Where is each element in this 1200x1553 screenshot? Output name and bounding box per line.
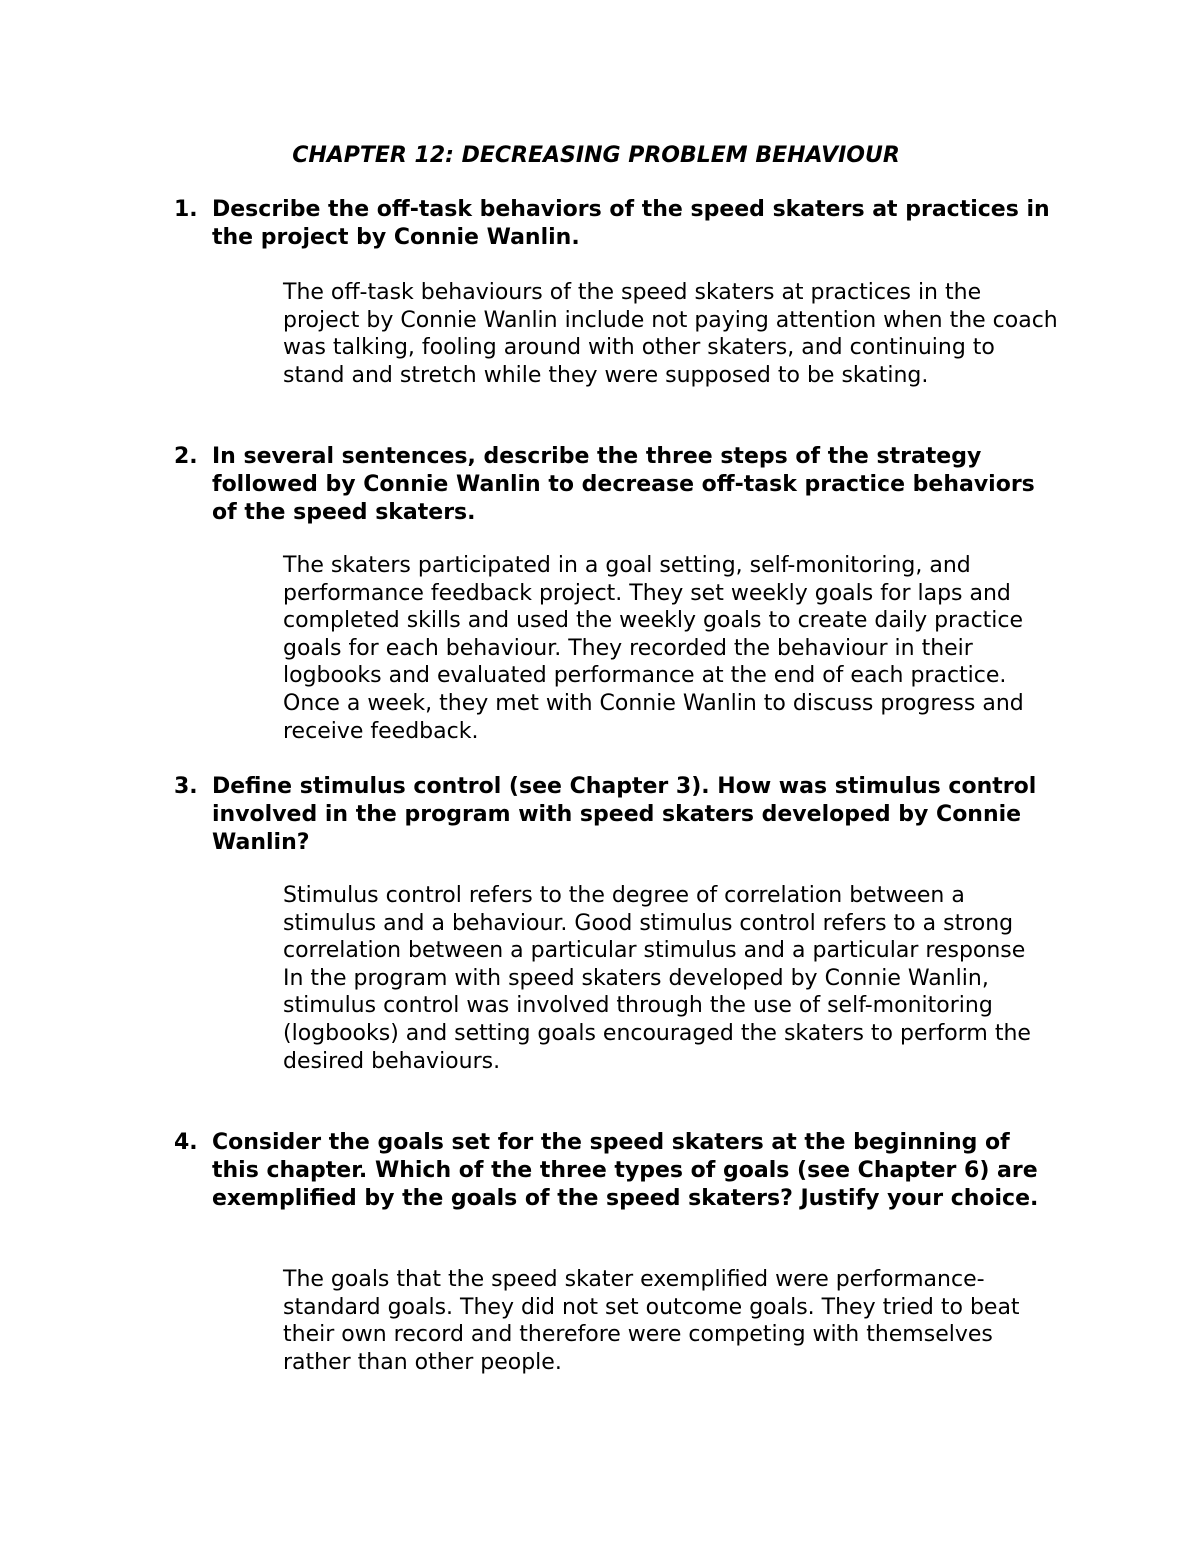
answer-paragraph: Stimulus control refers to the degree of correlation between a stimulus and a behaviour. Good stimulus control refers to a strong correlation between a particular stimulus and a particular response	[283, 883, 1026, 964]
question-text: Describe the off-task behaviors of the speed skaters at practices in the project by Connie Wanlin.	[212, 197, 1050, 250]
answer-1	[283, 279, 1058, 389]
answer-paragraph: The skaters participated in a goal setting, self-monitoring, and performance feedback project. They set weekly goals for laps and completed skills and used the weekly goals to create daily practice goals for each behaviour. They recorded the behaviour in their logbooks and evaluated performance at the end of each practice. Once a week, they met with Connie Wanlin to discuss progress and receive feedback.	[283, 553, 1024, 744]
answer-paragraph: The off-task behaviours of the speed skaters at practices in the project by Connie Wanlin include not paying attention when the coach was talking, fooling around with other skaters, and continuing to stand and stretch while they were supposed to be skating.	[283, 280, 1058, 388]
question-number: 1.	[174, 197, 198, 222]
answer-4	[283, 1266, 1058, 1376]
question-number: 4.	[174, 1130, 198, 1155]
question-4	[174, 1129, 1054, 1213]
answer-paragraph: The goals that the speed skater exemplified were performance-standard goals. They did not set outcome goals. They tried to beat their own record and therefore were competing with themselves rather than other people.	[283, 1267, 1020, 1375]
answer-2	[283, 552, 1058, 745]
question-1	[174, 196, 1054, 252]
question-2	[174, 443, 1054, 527]
answer-paragraph: In the program with speed skaters developed by Connie Wanlin, stimulus control was involved through the use of self-monitoring (logbooks) and setting goals encouraged the skaters to perform the desired behaviours.	[283, 965, 1031, 1074]
answer-3	[283, 882, 1058, 1075]
question-text: Define stimulus control (see Chapter 3). How was stimulus control involved in the program with speed skaters developed by Connie Wanlin?	[212, 774, 1037, 855]
question-text: Consider the goals set for the speed skaters at the beginning of this chapter. Which of the three types of goals (see Chapter 6) are exemplified by the goals of the speed skaters? Justify your choice.	[212, 1130, 1039, 1211]
question-text: In several sentences, describe the three steps of the strategy followed by Connie Wanlin to decrease off-task practice behaviors of the speed skaters.	[212, 444, 1035, 525]
question-number: 3.	[174, 774, 198, 799]
question-number: 2.	[174, 444, 198, 469]
question-3	[174, 773, 1054, 857]
page-title: CHAPTER 12: DECREASING PROBLEM BEHAVIOUR	[292, 143, 900, 168]
